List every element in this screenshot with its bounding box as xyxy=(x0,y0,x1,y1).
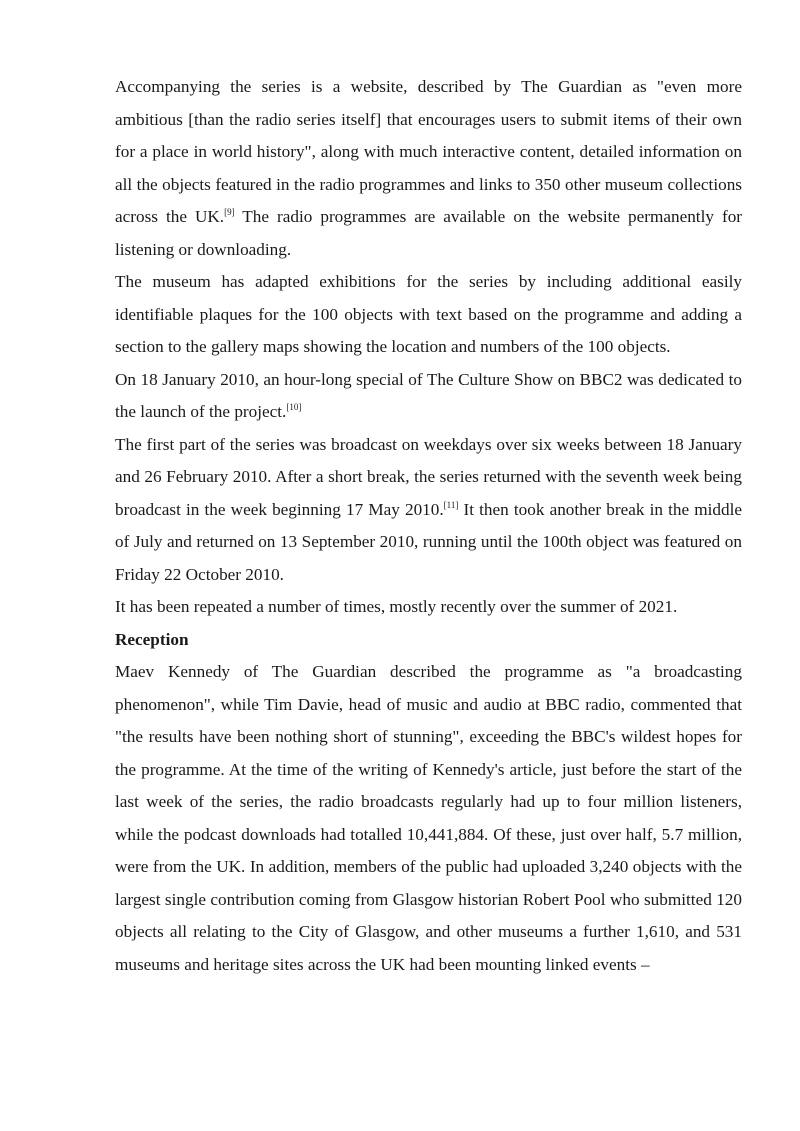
paragraph-culture-show xyxy=(115,364,742,429)
paragraph-text: Maev Kennedy of The Guardian described the programme as "a broadcasting phenomenon", while Tim Davie, head of music and audio at BBC radio, commented that "the results have been nothing short of stunning", exceeding the BBC's wildest hopes for the programme. At the time of the writing of Kennedy's article, just before the start of the last week of the series, the radio broadcasts regularly had up to four million listeners, while the podcast downloads had totalled 10,441,884. Of these, just over half, 5.7 million, were from the UK. In addition, members of the public had uploaded 3,240 objects with the largest single contribution coming from Glasgow historian Robert Pool who submitted 120 objects all relating to the City of Glasgow, and other museums a further 1,610, and 531 museums and heritage sites across the UK had been mounting linked events – xyxy=(115,662,742,974)
paragraph-text: Accompanying the series is a website, described by The Guardian as "even more ambitious [than the radio series itself] that encourages users to submit items of their own for a place in world history", along with much interactive content, detailed information on all the objects featured in the radio programmes and links to 350 other museum collections across the UK. xyxy=(115,77,742,226)
paragraph-text: On 18 January 2010, an hour-long special of The Culture Show on BBC2 was dedicated to the launch of the project. xyxy=(115,369,742,421)
paragraph-text: It has been repeated a number of times, mostly recently over the summer of 2021. xyxy=(115,597,678,616)
paragraph-exhibitions xyxy=(115,266,742,364)
paragraph-text: The radio programmes are available on the website permanently for listening or downloading. xyxy=(115,207,743,259)
citation-ref[interactable]: [10] xyxy=(286,402,302,412)
paragraph-reception xyxy=(115,656,742,981)
paragraph-broadcast xyxy=(115,429,742,592)
paragraph-website xyxy=(115,71,742,266)
paragraph-repeated xyxy=(115,591,742,624)
citation-ref[interactable]: [9] xyxy=(224,207,235,217)
section-heading-reception: Reception xyxy=(115,629,189,649)
paragraph-text: The first part of the series was broadcast on weekdays over six weeks between 18 January and 26 February 2010. After a short break, the series returned with the seventh week being broadcast in the week beginning 17 May 2010. xyxy=(115,434,742,519)
citation-ref[interactable]: [11] xyxy=(443,499,459,510)
paragraph-text: It then took another break in the middle of July and returned on 13 September 2010, running until the 100th object was featured on Friday 22 October 2010. xyxy=(115,499,742,584)
document-page xyxy=(115,71,742,981)
paragraph-text: The museum has adapted exhibitions for the series by including additional easily identifiable plaques for the 100 objects with text based on the programme and adding a section to the gallery maps showing the location and numbers of the 100 objects. xyxy=(115,272,742,356)
